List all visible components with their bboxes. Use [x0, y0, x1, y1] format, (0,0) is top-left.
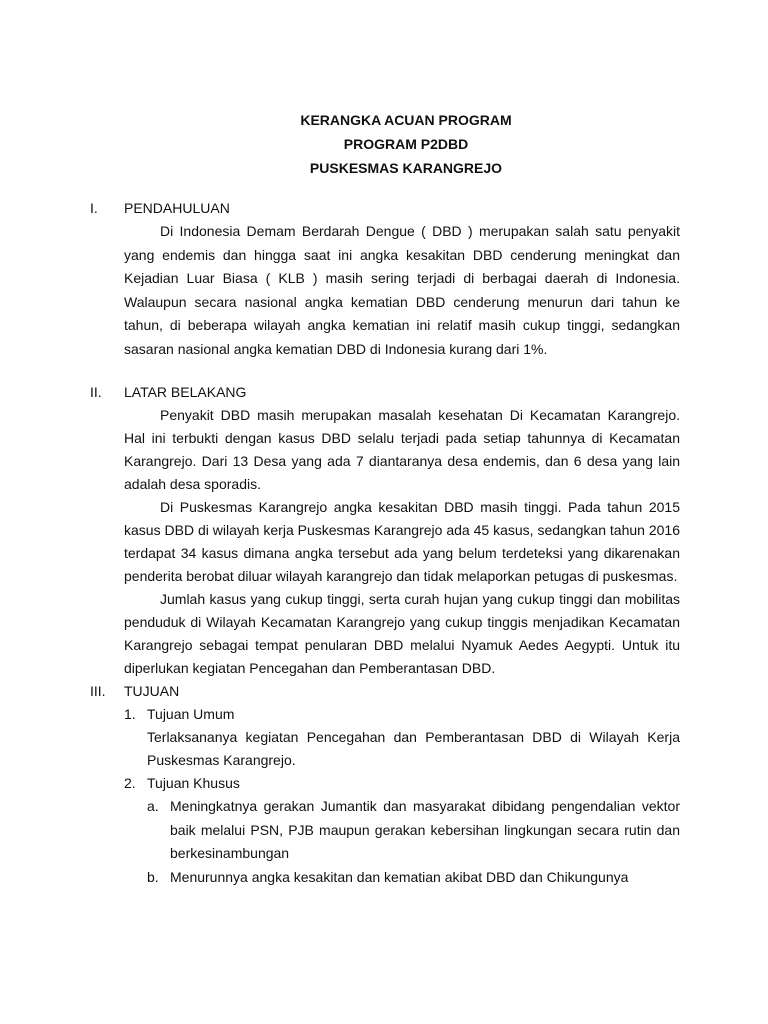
title-line-3: PUSKESMAS KARANGREJO: [309, 160, 503, 176]
list-item-text: Menurunnya angka kesakitan dan kematian akibat DBD dan Chikungunya: [170, 868, 629, 885]
subsection-number: 1.: [124, 706, 136, 722]
list-item-letter: a.: [147, 798, 159, 814]
subheading-tujuan-khusus: [124, 772, 680, 795]
section-title: TUJUAN: [124, 683, 180, 699]
paragraph-latar-belakang-2: Di Puskesmas Karangrejo angka kesakitan DBD masih tinggi. Pada tahun 2015 kasus DBD di wilayah kerja Puskesmas Karangrejo ada 45 kasus, sedangkan tahun 2016 terdapat 34 kasus dimana angka tersebut ada yang belum terdeteksi yang dikarenakan penderita berobat diluar wilayah karangrejo dan tidak melaporkan petugas di puskesmas.: [124, 499, 680, 584]
list-item: [147, 866, 680, 890]
title-line-2: PROGRAM P2DBD: [343, 136, 469, 152]
section-number: II.: [90, 384, 102, 400]
paragraph-tujuan-umum: Terlaksananya kegiatan Pencegahan dan Pemberantasan DBD di Wilayah Kerja Puskesmas Karangrejo.: [147, 729, 680, 768]
document-body: [90, 197, 680, 889]
title-line-1: KERANGKA ACUAN PROGRAM: [300, 112, 512, 128]
section-heading-latar-belakang: [90, 381, 680, 404]
paragraph-latar-belakang-1: Penyakit DBD masih merupakan masalah kesehatan Di Kecamatan Karangrejo. Hal ini terbukti dengan kasus DBD selalu terjadi pada setiap tahunnya di Kecamatan Karangrejo. Dari 13 Desa yang ada 7 diantaranya desa endemis, dan 6 desa yang lain adalah desa sporadis.: [124, 407, 680, 492]
list-item-letter: b.: [147, 868, 159, 885]
list-item: [147, 795, 680, 866]
section-number: I.: [90, 200, 98, 216]
section-heading-tujuan: [90, 680, 680, 703]
subsection-number: 2.: [124, 775, 136, 791]
paragraph-pendahuluan: Di Indonesia Demam Berdarah Dengue ( DBD ) merupakan salah satu penyakit yang endemis dan hingga saat ini angka kesakitan DBD cenderung meningkat dan Kejadian Luar Biasa ( KLB ) masih sering terjadi di berbagai daerah di Indonesia. Walaupun secara nasional angka kematian DBD cenderung menurun dari tahun ke tahun, di beberapa wilayah angka kematian ini relatif masih cukup tinggi, sedangkan sasaran nasional angka kematian DBD di Indonesia kurang dari 1%.: [124, 223, 680, 357]
section-number: III.: [90, 683, 106, 699]
subheading-tujuan-umum: [124, 703, 680, 726]
section-title: LATAR BELAKANG: [124, 384, 247, 400]
spacer: [90, 361, 680, 381]
document-title: [0, 108, 768, 180]
section-title: PENDAHULUAN: [124, 200, 230, 216]
subsection-title: Tujuan Khusus: [147, 775, 240, 791]
list-item-text: Meningkatnya gerakan Jumantik dan masyarakat dibidang pengendalian vektor baik melalui PSN, PJB maupun gerakan kebersihan lingkungan secara rutin dan berkesinambungan: [170, 798, 680, 861]
paragraph-latar-belakang-3: Jumlah kasus yang cukup tinggi, serta curah hujan yang cukup tinggi dan mobilitas penduduk di Wilayah Kecamatan Karangrejo yang cukup tinggis menjadikan Kecamatan Karangrejo sebagai tempat penularan DBD melalui Nyamuk Aedes Aegypti. Untuk itu diperlukan kegiatan Pencegahan dan Pemberantasan DBD.: [124, 591, 680, 676]
section-heading-pendahuluan: [90, 197, 680, 220]
subsection-title: Tujuan Umum: [147, 706, 235, 722]
